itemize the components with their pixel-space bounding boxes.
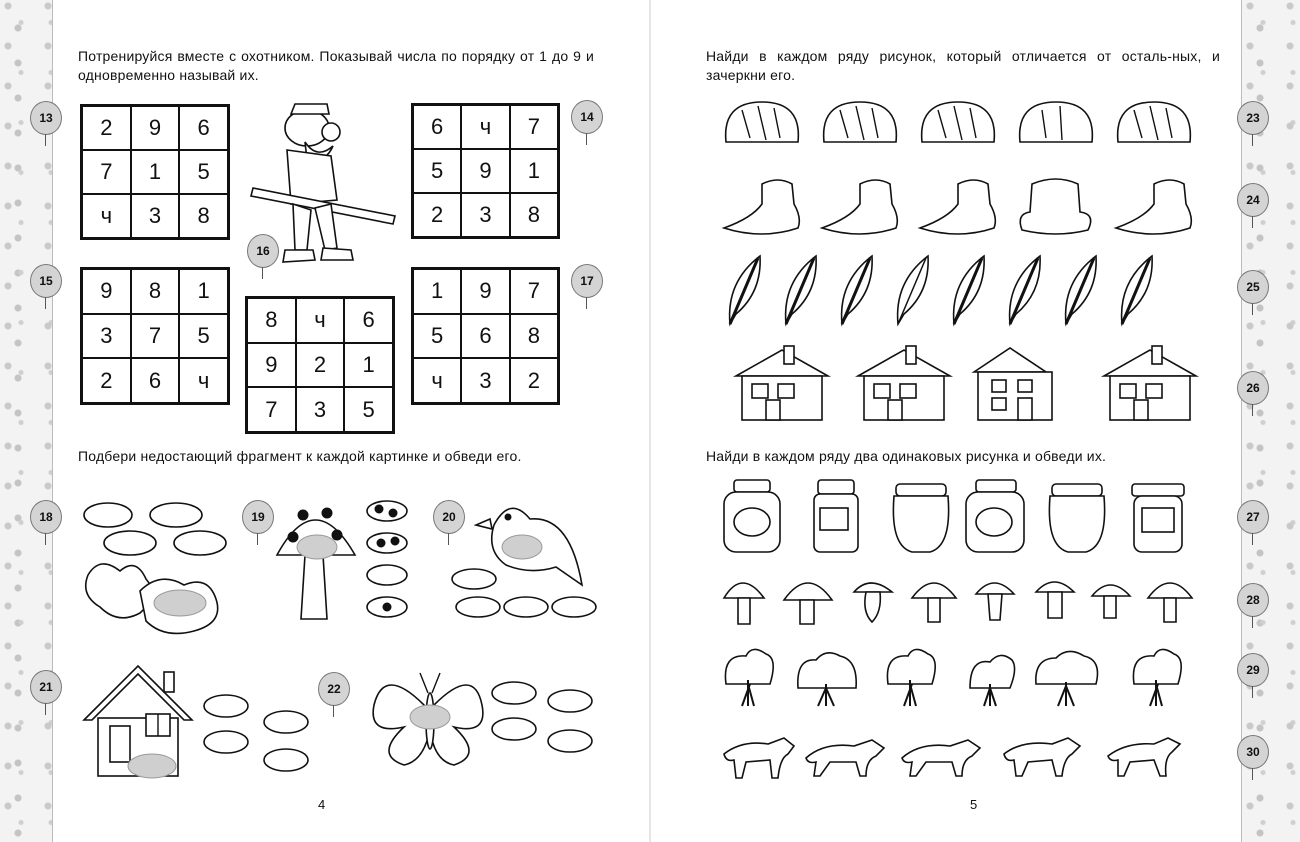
badge-label: 18: [30, 500, 62, 534]
grid-cell: 1: [179, 269, 228, 314]
grid-cell: 8: [131, 269, 180, 314]
badge-label: 24: [1237, 183, 1269, 217]
badge-label: 28: [1237, 583, 1269, 617]
badge-17: [571, 264, 603, 302]
grid-cell: 7: [82, 150, 131, 194]
badge-16: [247, 234, 279, 272]
number-grid-17: [411, 267, 560, 405]
grid-cell: 7: [131, 314, 180, 359]
page-number-left: 4: [318, 797, 326, 812]
badge-label: 29: [1237, 653, 1269, 687]
badge-label: 26: [1237, 371, 1269, 405]
badge-label: 30: [1237, 735, 1269, 769]
grid-cell: ч: [461, 105, 509, 149]
jar-row: [722, 476, 1202, 556]
badge-label: 27: [1237, 500, 1269, 534]
house-puzzle: [80, 662, 310, 782]
grid-cell: 5: [413, 149, 461, 193]
grid-cell: 2: [413, 193, 461, 237]
wolf: [724, 738, 794, 778]
badge-19: [242, 500, 274, 538]
badge-21: [30, 670, 62, 708]
grid-cell: 3: [296, 387, 345, 432]
number-grid-13: [80, 104, 230, 240]
house-row: [722, 342, 1202, 424]
grid-cell: 6: [413, 105, 461, 149]
badge-25: [1237, 270, 1269, 308]
number-grid-15: [80, 267, 230, 405]
grid-cell: 3: [131, 194, 180, 238]
badge-14: [571, 100, 603, 138]
badge-22: [318, 672, 350, 710]
grid-cell: 3: [461, 193, 509, 237]
grid-cell: 6: [131, 358, 180, 403]
grid-cell: 8: [510, 193, 558, 237]
number-grid-16: [245, 296, 395, 434]
instruction-find-fragment: Подбери недостающий фрагмент к каждой картинке и обведи его.: [78, 448, 522, 464]
badge-15: [30, 264, 62, 302]
mushroom-puzzle: [275, 495, 425, 625]
badge-label: 19: [242, 500, 274, 534]
badge-label: 20: [433, 500, 465, 534]
bread-row: [722, 98, 1202, 150]
grid-cell: 5: [179, 314, 228, 359]
mushroom-row: [722, 572, 1202, 628]
grid-cell: 8: [510, 314, 558, 359]
number-grid-14: [411, 103, 560, 239]
grid-cell: ч: [179, 358, 228, 403]
grid-cell: 1: [413, 269, 461, 314]
grid-cell: ч: [296, 298, 345, 343]
grid-cell: 5: [413, 314, 461, 359]
badge-18: [30, 500, 62, 538]
flowers-puzzle: [80, 495, 240, 645]
grid-cell: 9: [82, 269, 131, 314]
grid-cell: 9: [461, 269, 509, 314]
badge-label: 13: [30, 101, 62, 135]
feather-row: [722, 252, 1202, 328]
grid-cell: 8: [247, 298, 296, 343]
badge-label: 15: [30, 264, 62, 298]
grid-cell: 6: [179, 106, 228, 150]
grid-cell: 7: [510, 269, 558, 314]
grid-cell: 2: [82, 106, 131, 150]
badge-23: [1237, 101, 1269, 139]
badge-27: [1237, 500, 1269, 538]
grid-cell: 1: [131, 150, 180, 194]
grid-cell: 1: [510, 149, 558, 193]
grid-cell: ч: [413, 358, 461, 403]
grid-cell: ч: [82, 194, 131, 238]
instruction-find-identical-pair: Найди в каждом ряду два одинаковых рисунка и обведи их.: [706, 448, 1107, 464]
grid-cell: 6: [344, 298, 393, 343]
badge-24: [1237, 183, 1269, 221]
badge-13: [30, 101, 62, 139]
book-gutter: [649, 0, 651, 842]
badge-label: 14: [571, 100, 603, 134]
grid-cell: 2: [296, 343, 345, 388]
grid-cell: 9: [131, 106, 180, 150]
bird-puzzle: [450, 495, 600, 625]
instruction-count-with-hunter: Потренируйся вместе с охотником. Показывай числа по порядку от 1 до 9 и одновременно называй их.: [78, 48, 594, 83]
badge-30: [1237, 735, 1269, 773]
badge-28: [1237, 583, 1269, 621]
badge-label: 21: [30, 670, 62, 704]
badge-label: 22: [318, 672, 350, 706]
badge-label: 25: [1237, 270, 1269, 304]
grid-cell: 2: [510, 358, 558, 403]
feather: [730, 256, 761, 324]
grid-cell: 3: [461, 358, 509, 403]
grid-cell: 1: [344, 343, 393, 388]
grid-cell: 5: [179, 150, 228, 194]
grid-cell: 9: [461, 149, 509, 193]
hat-row: [722, 174, 1202, 238]
badge-label: 23: [1237, 101, 1269, 135]
butterfly-puzzle: [364, 665, 604, 775]
grid-cell: 7: [247, 387, 296, 432]
grid-cell: 2: [82, 358, 131, 403]
badge-26: [1237, 371, 1269, 409]
wolf-row: [722, 732, 1202, 782]
grid-cell: 9: [247, 343, 296, 388]
grid-cell: 3: [82, 314, 131, 359]
grid-cell: 6: [461, 314, 509, 359]
grid-cell: 8: [179, 194, 228, 238]
bread-loaf: [726, 102, 799, 142]
page-number-right: 5: [970, 797, 978, 812]
badge-label: 16: [247, 234, 279, 268]
grid-cell: 7: [510, 105, 558, 149]
instruction-find-odd-one: Найди в каждом ряду рисунок, который отличается от осталь-ных, и зачеркни его.: [706, 48, 1220, 83]
badge-label: 17: [571, 264, 603, 298]
badge-29: [1237, 653, 1269, 691]
grid-cell: 5: [344, 387, 393, 432]
bush-row: [722, 644, 1202, 710]
